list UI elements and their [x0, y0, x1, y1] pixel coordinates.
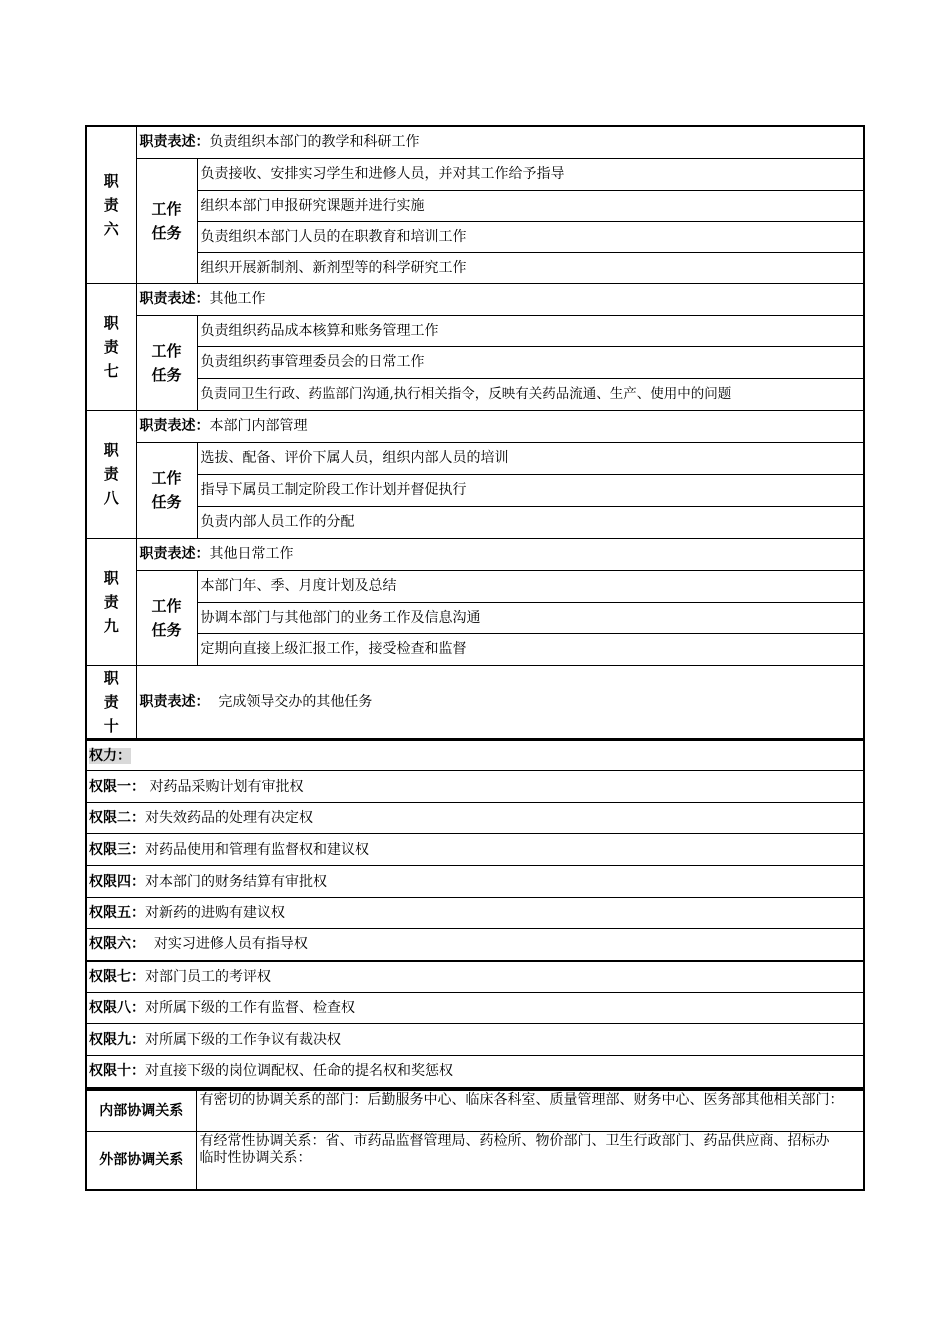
duty-6-statement: 职责表述：负责组织本部门的教学和科研工作 — [136, 126, 864, 158]
duty-9-task: 协调本部门与其他部门的业务工作及信息沟通 — [197, 602, 864, 633]
duty-6-task: 负责接收、安排实习学生和进修人员，并对其工作给予指导 — [197, 158, 864, 190]
duties-table — [85, 125, 865, 740]
external-coordination-label: 外部协调关系 — [86, 1132, 196, 1190]
external-coordination-content — [196, 1132, 864, 1190]
duty-8-task-label: 工作 任务 — [136, 442, 197, 538]
authority-item: 权限六： 对实习进修人员有指导权 — [86, 929, 864, 961]
duty-9-task: 本部门年、季、月度计划及总结 — [197, 570, 864, 602]
coordination-table — [85, 1089, 865, 1191]
duty-7-task: 负责同卫生行政、药监部门沟通,执行相关指令，反映有关药品流通、生产、使用中的问题 — [197, 378, 864, 410]
authority-item: 权限十：对直接下级的岗位调配权、任命的提名权和奖惩权 — [86, 1056, 864, 1088]
duty-9-head: 职 责 九 — [86, 538, 136, 665]
external-regular-line: 有经常性协调关系：省、市药品监督管理局、药检所、物价部门、卫生行政部门、药品供应商、招标办 — [199, 1133, 830, 1149]
duty-6-head: 职 责 六 — [86, 126, 136, 283]
authority-table — [85, 740, 865, 1089]
duty-10-head: 职 责 十 — [86, 665, 136, 739]
authority-item: 权限四：对本部门的财务结算有审批权 — [86, 866, 864, 898]
duty-9-task: 定期向直接上级汇报工作，接受检查和监督 — [197, 633, 864, 665]
duty-6-task: 组织开展新制剂、新剂型等的科学研究工作 — [197, 252, 864, 283]
duty-7-task: 负责组织药品成本核算和账务管理工作 — [197, 315, 864, 346]
duty-9-task-label: 工作 任务 — [136, 570, 197, 665]
duty-7-head: 职 责 七 — [86, 283, 136, 410]
duty-7-task: 负责组织药事管理委员会的日常工作 — [197, 346, 864, 378]
authority-item: 权限五：对新药的进购有建议权 — [86, 898, 864, 929]
authority-item: 权限八：对所属下级的工作有监督、检查权 — [86, 993, 864, 1024]
duty-8-task: 选拔、配备、评价下属人员，组织内部人员的培训 — [197, 442, 864, 474]
duty-6-task: 组织本部门申报研究课题并进行实施 — [197, 190, 864, 221]
authority-item: 权限七：对部门员工的考评权 — [86, 961, 864, 993]
external-temporary-line: 临时性协调关系： — [199, 1150, 312, 1166]
authority-item: 权限一： 对药品采购计划有审批权 — [86, 771, 864, 803]
duty-6-task: 负责组织本部门人员的在职教育和培训工作 — [197, 221, 864, 252]
duty-8-head: 职 责 八 — [86, 410, 136, 538]
job-description-document — [85, 125, 865, 1191]
internal-coordination-label: 内部协调关系 — [86, 1090, 196, 1132]
authority-title: 权力： — [86, 741, 864, 771]
duty-9-statement: 职责表述：其他日常工作 — [136, 538, 864, 570]
duty-7-task-label: 工作 任务 — [136, 315, 197, 410]
duty-8-task: 指导下属员工制定阶段工作计划并督促执行 — [197, 474, 864, 506]
internal-coordination-content: 有密切的协调关系的部门：后勤服务中心、临床各科室、质量管理部、财务中心、医务部其他相关部门： — [196, 1090, 864, 1132]
duty-8-statement: 职责表述：本部门内部管理 — [136, 410, 864, 442]
authority-item: 权限三：对药品使用和管理有监督权和建议权 — [86, 834, 864, 866]
duty-8-task: 负责内部人员工作的分配 — [197, 506, 864, 538]
duty-6-task-label: 工作 任务 — [136, 158, 197, 283]
authority-item: 权限二：对失效药品的处理有决定权 — [86, 803, 864, 834]
authority-item: 权限九：对所属下级的工作争议有裁决权 — [86, 1024, 864, 1056]
duty-7-statement: 职责表述：其他工作 — [136, 283, 864, 315]
duty-10-statement: 职责表述： 完成领导交办的其他任务 — [136, 665, 864, 739]
